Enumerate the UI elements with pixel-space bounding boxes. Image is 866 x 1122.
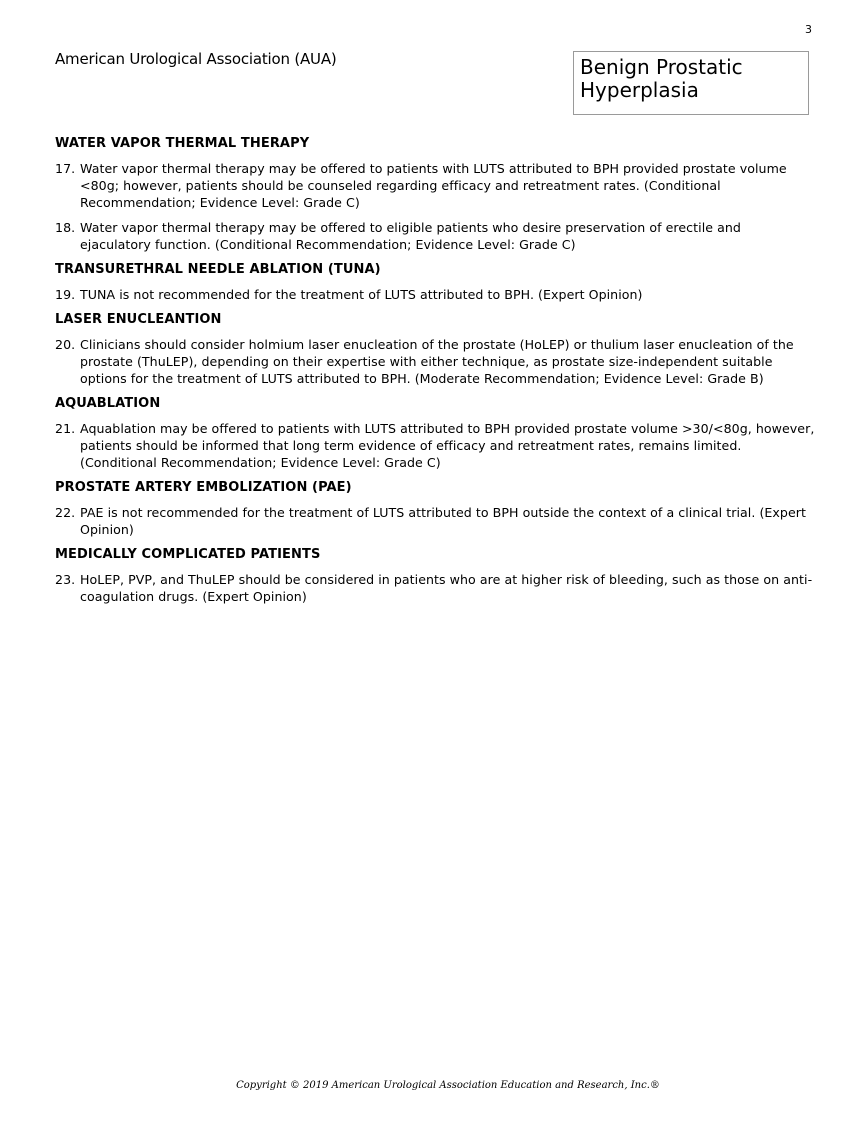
organization-name: American Urological Association (AUA): [55, 50, 337, 68]
statement-19: [55, 286, 815, 303]
statement-text: TUNA is not recommended for the treatment of LUTS attributed to BPH. (Expert Opinion): [80, 287, 643, 302]
document-title-box: Benign Prostatic Hyperplasia: [573, 51, 809, 115]
statement-number: 21.: [55, 421, 76, 436]
section-heading-water-vapor: WATER VAPOR THERMAL THERAPY: [55, 136, 310, 151]
statement-18: [55, 219, 815, 253]
section-heading-laser-enucleation: LASER ENUCLEANTION: [55, 312, 222, 327]
section-heading-pae: PROSTATE ARTERY EMBOLIZATION (PAE): [55, 480, 352, 495]
copyright-footer: Copyright © 2019 American Urological Association Education and Research, Inc.®: [236, 1080, 660, 1091]
statement-number: 19.: [55, 287, 76, 302]
page-number: 3: [805, 23, 812, 36]
statement-number: 17.: [55, 161, 76, 176]
statement-text: Aquablation may be offered to patients with LUTS attributed to BPH provided prostate volume >30/<80g, however, patients should be informed that long term evidence of efficacy and retreatment rates, remains limited. (Conditional Recommendation; Evidence Level: Grade C): [80, 421, 815, 470]
section-heading-aquablation: AQUABLATION: [55, 396, 161, 411]
statement-text: Water vapor thermal therapy may be offered to eligible patients who desire preservation of erectile and ejaculatory function. (Conditional Recommendation; Evidence Level: Grade C): [80, 220, 741, 252]
statement-21: [55, 420, 815, 471]
statement-17: [55, 160, 815, 211]
guideline-statements: [55, 135, 815, 613]
statement-20: [55, 336, 815, 387]
statement-number: 22.: [55, 505, 76, 520]
statement-23: [55, 571, 815, 605]
section-heading-tuna: TRANSURETHRAL NEEDLE ABLATION (TUNA): [55, 262, 381, 277]
statement-number: 20.: [55, 337, 76, 352]
statement-text: HoLEP, PVP, and ThuLEP should be considered in patients who are at higher risk of bleeding, such as those on anti-coagulation drugs. (Expert Opinion): [80, 572, 813, 604]
statement-text: Water vapor thermal therapy may be offered to patients with LUTS attributed to BPH provided prostate volume <80g; however, patients should be counseled regarding efficacy and retreatment rates. (Conditional Recommendation; Evidence Level: Grade C): [80, 161, 787, 210]
statement-text: Clinicians should consider holmium laser enucleation of the prostate (HoLEP) or thulium laser enucleation of the prostate (ThuLEP), depending on their expertise with either technique, as prostate size-independent suitable options for the treatment of LUTS attributed to BPH. (Moderate Recommendation; Evidence Level: Grade B): [80, 337, 794, 386]
statement-number: 18.: [55, 220, 76, 235]
statement-number: 23.: [55, 572, 76, 587]
statement-22: [55, 504, 815, 538]
section-heading-medically-complicated: MEDICALLY COMPLICATED PATIENTS: [55, 547, 321, 562]
statement-text: PAE is not recommended for the treatment of LUTS attributed to BPH outside the context of a clinical trial. (Expert Opinion): [80, 505, 806, 537]
